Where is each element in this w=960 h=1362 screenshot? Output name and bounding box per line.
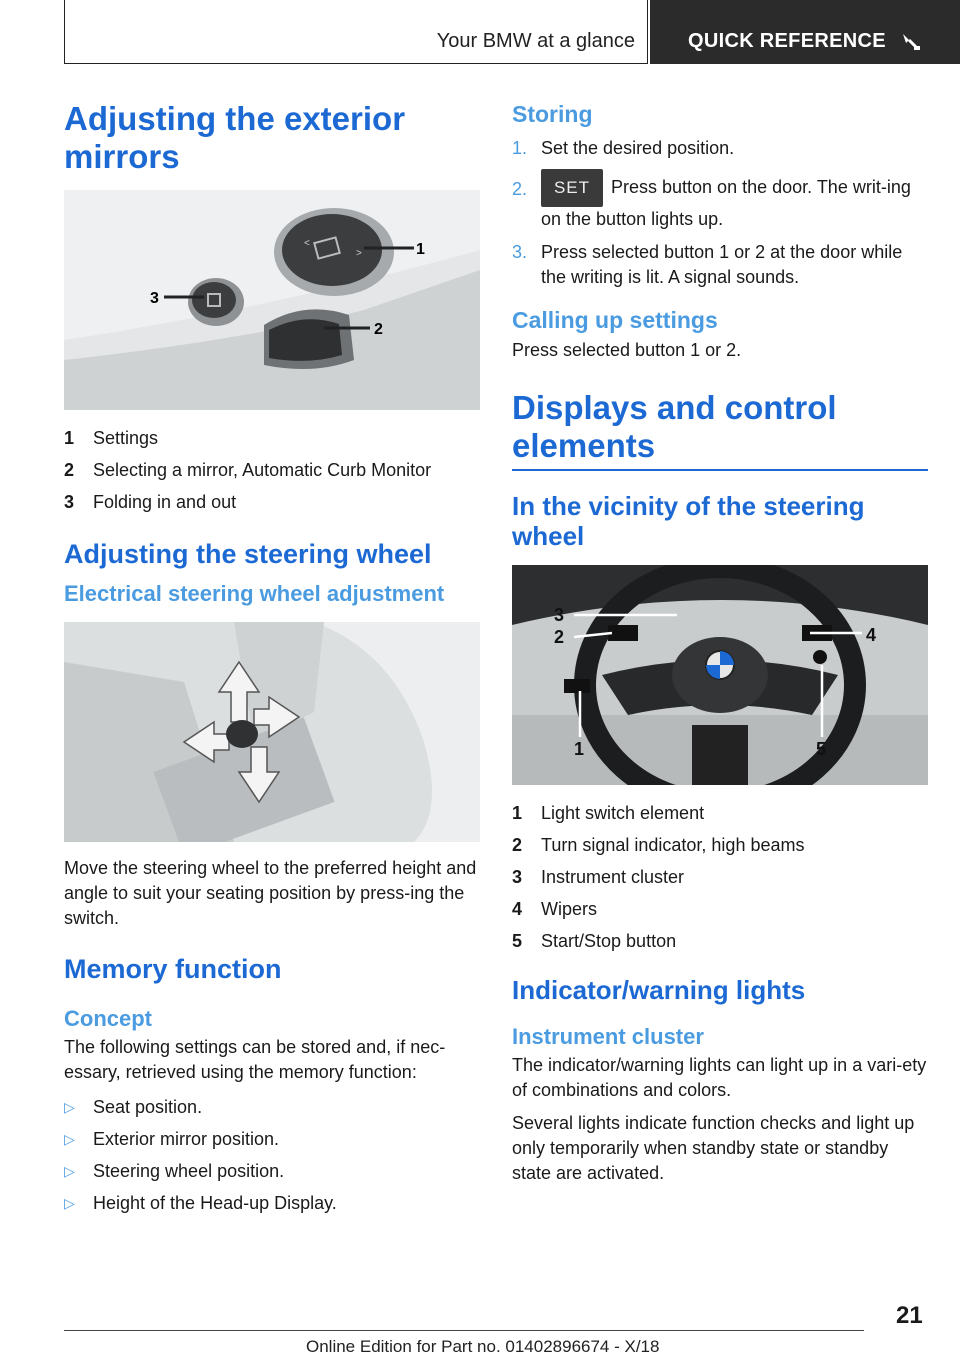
list-item: ▷ Steering wheel position. [64,1155,480,1187]
steering-wheel-image [512,565,928,785]
wheel-callout-3: 3 [554,605,565,625]
heading-memory-function: Memory function [64,954,282,984]
heading-displays-controls: Displays and control elements [512,389,928,471]
wheel-callout-4: 4 [866,625,877,645]
mirror-legend [64,422,480,518]
header-section-title: Your BMW at a glance [436,30,635,52]
triangle-bullet-icon: ▷ [64,1163,75,1179]
mirror-callout-2: 2 [374,321,383,338]
mirror-callout-3: 3 [150,290,159,307]
list-item: 4 Wipers [512,899,598,919]
list-item: 3 Instrument cluster [512,867,685,887]
triangle-bullet-icon: ▷ [64,1099,75,1115]
wheel-callout-2: 2 [554,627,565,647]
wheel-callout-5: 5 [816,739,827,759]
list-item: 1 Settings [64,428,159,448]
list-item: ▷ Height of the Head-up Display. [64,1187,480,1219]
list-item: ▷ Exterior mirror position. [64,1123,480,1155]
heading-steering-wheel: Adjusting the steering wheel [64,539,432,569]
triangle-bullet-icon: ▷ [64,1131,75,1147]
heading-electrical-adjustment: Electrical steering wheel adjustment [64,581,445,606]
list-item: 2. SET Press button on the door. The writ-ing on the button lights up. [512,169,928,232]
list-item: 1 Light switch element [512,803,705,823]
header-tab[interactable] [650,0,960,64]
page-number: 21 [896,1302,923,1329]
wheel-callout-1: 1 [574,739,585,759]
footer-edition: Online Edition for Part no. 01402896674 - X/18 [306,1337,660,1356]
list-item: 2 Turn signal indicator, high beams [512,835,805,855]
svg-text:>: > [356,248,362,259]
storing-steps [512,136,928,290]
heading-indicator-warning-lights: Indicator/warning lights [512,975,806,1005]
steering-wheel-legend [512,797,928,957]
heading-storing: Storing [512,101,593,127]
calling-description: Press selected button 1 or 2. [512,340,742,360]
right-column [512,100,928,1194]
concept-description: The following settings can be stored and, if nec-essary, retrieved using the memory function: [64,1037,446,1082]
heading-concept: Concept [64,1006,152,1031]
steering-adjustment-image [64,622,480,842]
quick-reference-icon [900,30,922,52]
list-item: 3. Press selected button 1 or 2 at the door while the writing is lit. A signal sounds. [512,242,903,287]
header-tab-label: QUICK REFERENCE [688,30,886,52]
header-section-box [64,0,648,64]
mirror-callout-1: 1 [416,241,425,258]
mirror-controls-image [64,190,480,410]
list-item: ▷ Seat position. [64,1091,480,1123]
steering-description: Move the steering wheel to the preferred height and angle to suit your seating position by press-ing the switch. [64,858,477,928]
list-item: 2 Selecting a mirror, Automatic Curb Monitor [64,460,432,480]
svg-text:<: < [304,238,310,249]
set-button-icon: SET [541,169,603,207]
list-item: 5 Start/Stop button [512,931,677,951]
heading-calling-up-settings: Calling up settings [512,307,718,333]
list-item: 1. Set the desired position. [512,138,735,158]
cluster-paragraph-2: Several lights indicate function checks and light up only temporarily when standby state or standby state are activated. [512,1113,915,1183]
list-item: 3 Folding in and out [64,492,237,512]
triangle-bullet-icon: ▷ [64,1195,75,1211]
cluster-paragraph-1: The indicator/warning lights can light up in a vari-ety of combinations and colors. [512,1055,927,1100]
footer-divider [64,1330,864,1331]
memory-settings-list [64,1091,480,1219]
left-column [64,100,480,1219]
heading-exterior-mirrors: Adjusting the exterior mirrors [64,100,406,175]
heading-steering-vicinity: In the vicinity of the steering wheel [512,491,865,551]
heading-instrument-cluster: Instrument cluster [512,1024,704,1049]
